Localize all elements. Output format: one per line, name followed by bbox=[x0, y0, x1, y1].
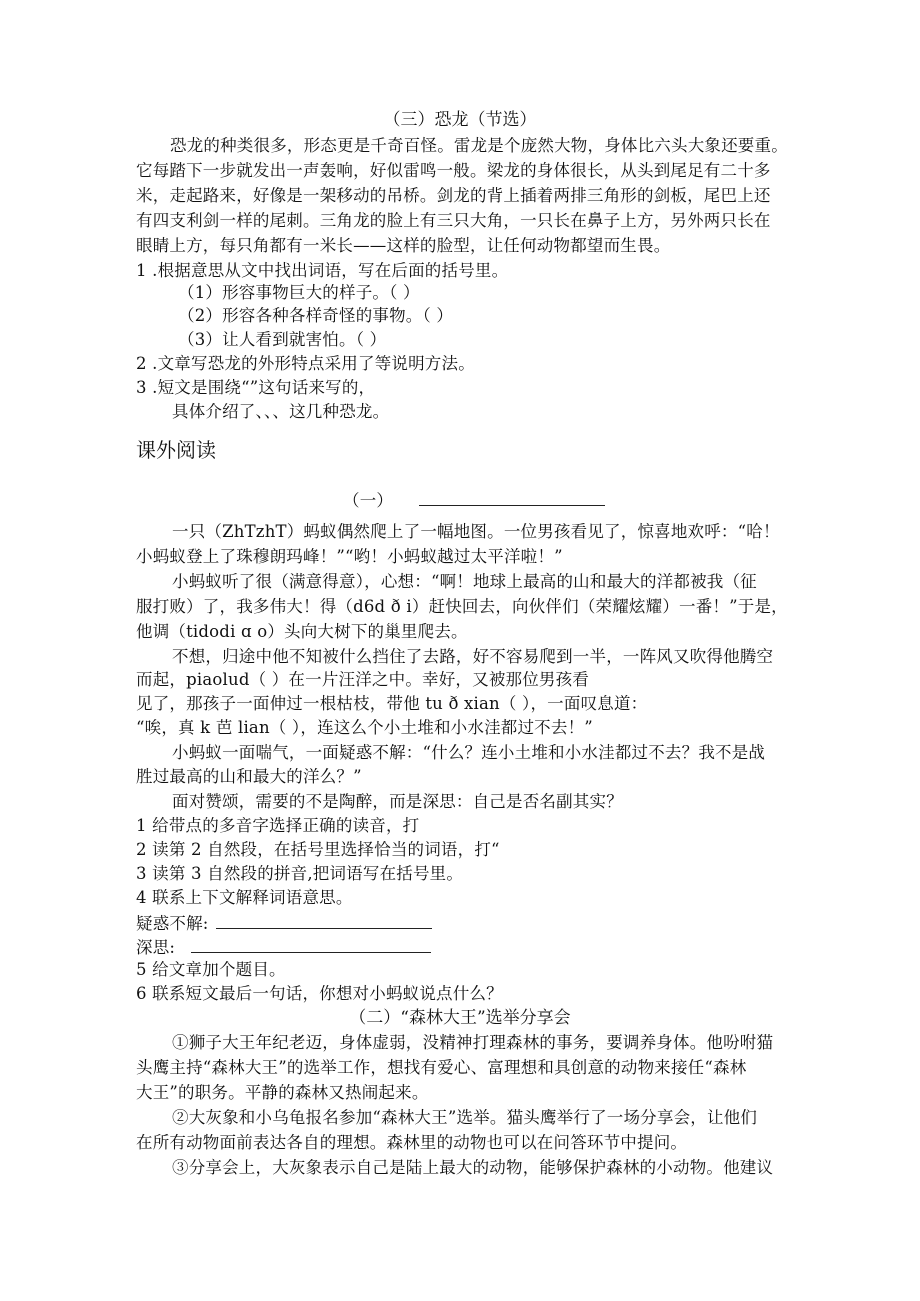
paragraph-line: ③分享会上，大灰象表示自己是陆上最大的动物，能够保护森林的小动物。他建议 bbox=[172, 1158, 774, 1177]
answer-line[interactable] bbox=[191, 934, 431, 953]
paragraph-line: 他调（tidodi ɑ o）头向大树下的巢里爬去。 bbox=[136, 622, 468, 641]
paragraph-line: 见了，那孩子一面伸过一根枯枝，带他 tu ð xian（ ），一面叹息道： bbox=[136, 694, 648, 713]
paragraph-line: 小蚂蚁听了很（满意得意），心想：“啊！地球上最高的山和最大的洋都被我（征 bbox=[172, 572, 757, 591]
part1-title-text: （一） bbox=[343, 491, 394, 510]
paragraph-line: “唉，真 k 芭 lian（ ），连这么个小土堆和小水洼都过不去！” bbox=[136, 718, 593, 737]
section-title-dinosaur: （三）恐龙（节选） bbox=[383, 110, 537, 130]
question-6: 6 联系短文最后一句话，你想对小蚂蚁说点什么？ bbox=[136, 984, 503, 1003]
question-1a: （1）形容事物巨大的样子。（ ） bbox=[178, 283, 420, 302]
paragraph-line: ②大灰象和小乌龟报名参加“森林大王”选举。猫头鹰举行了一场分享会，让他们 bbox=[172, 1108, 758, 1127]
paragraph-line: 恐龙的种类很多，形态更是千奇百怪。雷龙是个庞然大物，身体比六头大象还要重。 bbox=[170, 136, 788, 155]
paragraph-line: 有四支利剑一样的尾刺。三角龙的脸上有三只大角，一只长在鼻子上方，另外两只长在 bbox=[136, 211, 771, 230]
paragraph-line: 服打败）了，我多伟大！得（d6d ð i）赶快回去，向伙伴们（荣耀炫耀）一番！”于是， bbox=[136, 597, 788, 616]
question-2: 2 .文章写恐龙的外形特点采用了等说明方法。 bbox=[136, 354, 475, 373]
paragraph-line: 小蚂蚁一面喘气，一面疑惑不解：“什么？连小土堆和小水洼都过不去？我不是战 bbox=[172, 743, 766, 762]
paragraph-line: 胜过最高的山和最大的洋么？” bbox=[136, 767, 362, 786]
question-3: 3 .短文是围绕“”这句话来写的， bbox=[136, 378, 376, 397]
question-4a-label: 疑惑不解: bbox=[136, 914, 209, 933]
question-1c: （3）让人看到就害怕。（ ） bbox=[178, 330, 387, 349]
question-4b-label: 深思: bbox=[136, 938, 176, 957]
paragraph-line: 它每踏下一步就发出一声轰响，好似雷鸣一般。梁龙的身体很长，从头到尾足有二十多 bbox=[136, 161, 771, 180]
answer-line[interactable] bbox=[216, 910, 432, 929]
paragraph-line: 在所有动物面前表达各自的理想。森林里的动物也可以在问答环节中提问。 bbox=[136, 1133, 688, 1152]
paragraph-line: 眼睛上方，每只角都有一米长——这样的脸型，让任何动物都望而生畏。 bbox=[136, 236, 671, 255]
question-5: 5 给文章加个题目。 bbox=[136, 960, 286, 979]
paragraph-line: 不想，归途中他不知被什么挡住了去路，好不容易爬到一半，一阵风又吹得他腾空 bbox=[172, 647, 774, 666]
question-4b bbox=[136, 934, 431, 960]
question-4a bbox=[136, 910, 432, 936]
paragraph-line: 面对赞颂，需要的不是陶醉，而是深思：自己是否名副其实？ bbox=[172, 792, 623, 811]
paragraph-line: ①狮子大王年纪老迈，身体虚弱，没精神打理森林的事务，要调养身体。他吩咐猫 bbox=[172, 1033, 774, 1052]
question-1: 1 给带点的多音字选择正确的读音，打 bbox=[136, 816, 420, 835]
question-1: 1 .根据意思从文中找出词语，写在后面的括号里。 bbox=[136, 261, 509, 280]
question-4: 4 联系上下文解释词语意思。 bbox=[136, 888, 353, 907]
extra-reading-heading: 课外阅读 bbox=[136, 438, 216, 462]
paragraph-line: 小蚂蚁登上了珠穆朗玛峰！”“哟！小蚂蚁越过太平洋啦！” bbox=[136, 547, 563, 566]
paragraph-line: 头鹰主持“森林大王”的选举工作，想找有爱心、富理想和具创意的动物来接任“森林 bbox=[136, 1058, 747, 1077]
paragraph-line: 米，走起路来，好像是一架移动的吊桥。剑龙的背上插着两排三角形的剑板，尾巴上还 bbox=[136, 186, 771, 205]
part1-title bbox=[343, 487, 605, 513]
paragraph-line: 一只（ZhTzhT）蚂蚁偶然爬上了一幅地图。一位男孩看见了，惊喜地欢呼：“哈！ bbox=[172, 522, 780, 541]
question-1b: （2）形容各种各样奇怪的事物。（ ） bbox=[178, 306, 454, 325]
question-2: 2 读第 2 自然段，在括号里选择恰当的词语，打“ bbox=[136, 840, 500, 859]
question-3-continued: 具体介绍了、、、这几种恐龙。 bbox=[172, 402, 390, 421]
title-blank-line bbox=[419, 487, 605, 506]
part2-title: （二）“森林大王”选举分享会 bbox=[349, 1008, 571, 1028]
paragraph-line: 而起，piaolud（ ）在一片汪洋之中。幸好，又被那位男孩看 bbox=[136, 670, 590, 689]
paragraph-line: 大王”的职务。平静的森林又热闹起来。 bbox=[136, 1083, 429, 1102]
question-3: 3 读第 3 自然段的拼音,把词语写在括号里。 bbox=[136, 864, 464, 883]
